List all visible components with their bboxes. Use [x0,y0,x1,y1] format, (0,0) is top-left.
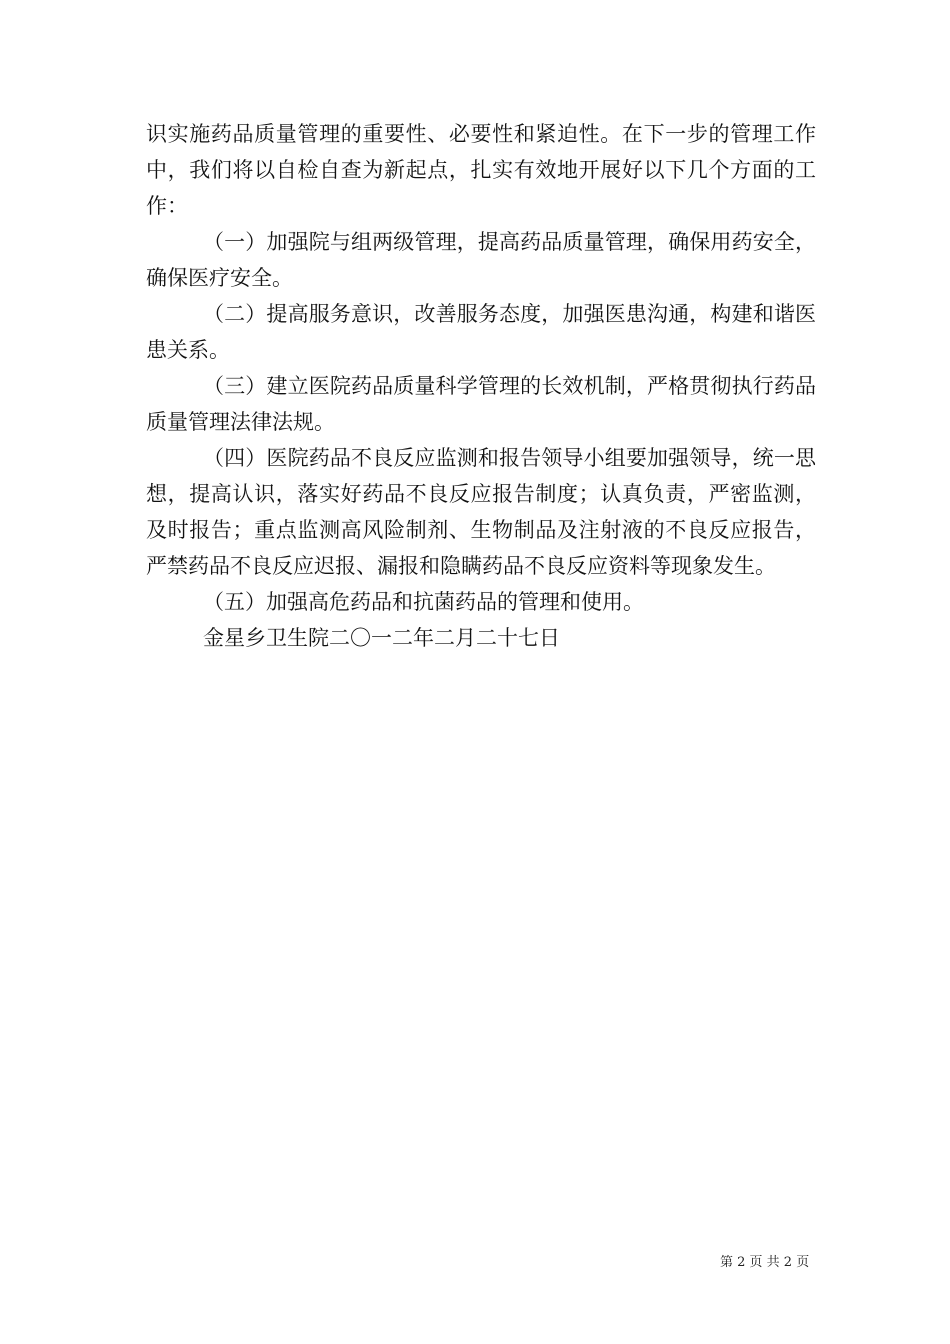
paragraph-item-3: （三）建立医院药品质量科学管理的长效机制，严格贯彻执行药品质量管理法律法规。 [146,374,816,434]
signature-date: 金星乡卫生院二〇一二年二月二十七日 [203,626,560,650]
document-body [146,116,816,656]
paragraph-item-2: （二）提高服务意识，改善服务态度，加强医患沟通，构建和谐医患关系。 [146,302,816,362]
page-number-footer: 第 2 页 共 2 页 [720,1255,810,1270]
paragraph-item-5: （五）加强高危药品和抗菌药品的管理和使用。 [203,590,644,614]
paragraph-item-1: （一）加强院与组两级管理，提高药品质量管理，确保用药安全，确保医疗安全。 [146,230,816,290]
paragraph-intro: 识实施药品质量管理的重要性、必要性和紧迫性。在下一步的管理工作中，我们将以自检自查为新起点，扎实有效地开展好以下几个方面的工作： [146,122,816,218]
paragraph-item-4: （四）医院药品不良反应监测和报告领导小组要加强领导，统一思想，提高认识，落实好药品不良反应报告制度；认真负责，严密监测，及时报告；重点监测高风险制剂、生物制品及注射液的不良反应报告，严禁药品不良反应迟报、漏报和隐瞒药品不良反应资料等现象发生。 [146,446,816,578]
